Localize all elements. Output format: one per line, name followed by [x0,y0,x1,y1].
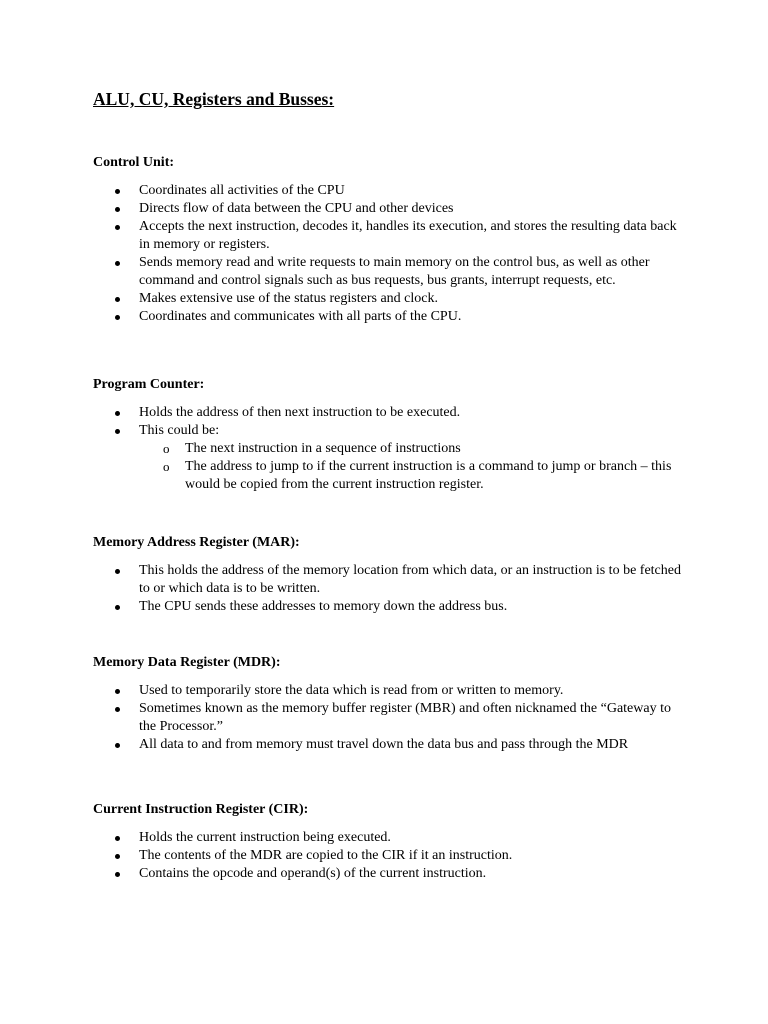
section-program-counter [93,376,683,494]
list-item: This could be: o The next instruction in a sequence of instructions o The address to jump to if the current instruction is a command to jump or branch – this would be copied from the current instruction register. [93,422,683,494]
section-heading: Current Instruction Register (CIR): [93,802,309,817]
bullet-icon [115,743,120,748]
bullet-list [93,404,683,494]
bullet-icon [115,189,120,194]
section-heading: Memory Address Register (MAR): [93,535,300,550]
list-item: Accepts the next instruction, decodes it, handles its execution, and stores the resulting data back in memory or registers. [93,218,683,254]
bullet-list [93,182,683,326]
list-item: Directs flow of data between the CPU and other devices [93,200,683,218]
bullet-list [93,562,683,616]
list-item: All data to and from memory must travel down the data bus and pass through the MDR [93,736,683,754]
bullet-icon [115,297,120,302]
sub-list-item: o The address to jump to if the current instruction is a command to jump or branch – this would be copied from the current instruction register. [163,459,672,492]
list-item: Holds the address of then next instruction to be executed. [93,404,683,422]
section-heading: Memory Data Register (MDR): [93,655,281,670]
bullet-icon [115,707,120,712]
section-mdr [93,654,683,754]
bullet-icon [115,207,120,212]
list-item: Coordinates and communicates with all parts of the CPU. [93,308,683,326]
section-heading: Program Counter: [93,377,205,392]
bullet-icon [115,429,120,434]
list-item: Holds the current instruction being executed. [93,829,683,847]
bullet-icon [115,872,120,877]
hollow-bullet-icon: o [163,459,170,474]
section-mar [93,534,683,616]
bullet-icon [115,261,120,266]
section-cir [93,801,683,883]
bullet-list [93,829,683,883]
document-page [93,88,683,881]
bullet-icon [115,854,120,859]
sub-list [139,440,683,494]
bullet-icon [115,605,120,610]
bullet-icon [115,569,120,574]
section-heading: Control Unit: [93,155,175,170]
list-item: Sends memory read and write requests to main memory on the control bus, as well as other command and control signals such as bus requests, bus grants, interrupt requests, etc. [93,254,683,290]
list-item: The CPU sends these addresses to memory down the address bus. [93,598,683,616]
list-item: This holds the address of the memory location from which data, or an instruction is to be fetched to or which data is to be written. [93,562,683,598]
bullet-list [93,682,683,754]
sub-list-item: o The next instruction in a sequence of instructions [163,441,461,456]
bullet-icon [115,689,120,694]
hollow-bullet-icon: o [163,441,170,456]
list-item: The contents of the MDR are copied to the CIR if it an instruction. [93,847,683,865]
bullet-icon [115,411,120,416]
bullet-icon [115,225,120,230]
list-item: Contains the opcode and operand(s) of the current instruction. [93,865,683,883]
list-item: Sometimes known as the memory buffer register (MBR) and often nicknamed the “Gateway to the Processor.” [93,700,683,736]
list-item: Used to temporarily store the data which is read from or written to memory. [93,682,683,700]
list-item: Coordinates all activities of the CPU [93,182,683,200]
bullet-icon [115,836,120,841]
document-title: ALU, CU, Registers and Busses: [93,89,335,109]
section-control-unit [93,154,683,326]
bullet-icon [115,315,120,320]
list-item: Makes extensive use of the status registers and clock. [93,290,683,308]
